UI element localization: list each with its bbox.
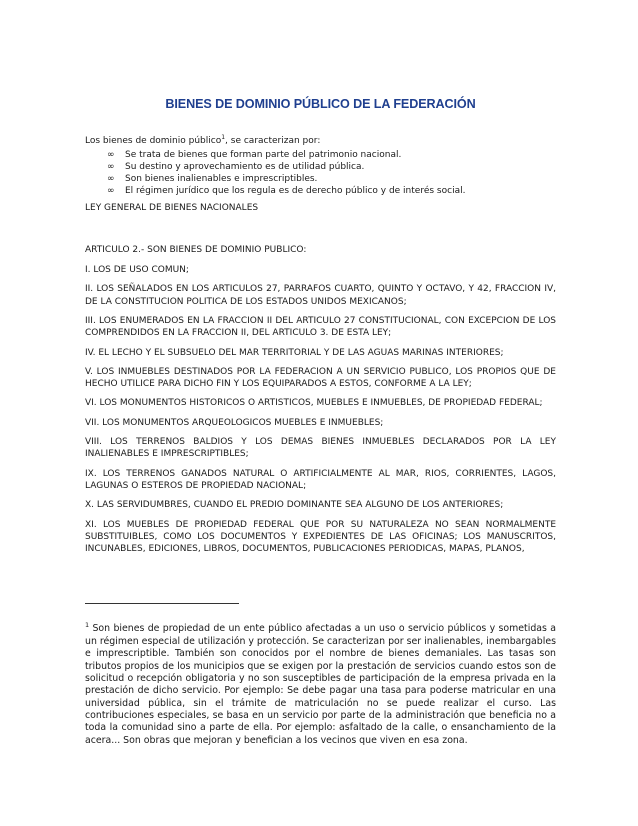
list-item-text: El régimen jurídico que los regula es de derecho público y de interés social. (125, 185, 466, 196)
fraction-paragraph: VIII. LOS TERRENOS BALDIOS Y LOS DEMAS BIENES INMUEBLES DECLARADOS POR LA LEY INALIENABLES E IMPRESCRIPTIBLES; (85, 437, 556, 460)
intro-paragraph (85, 132, 556, 147)
list-item-text: Son bienes inalienables e imprescriptibles. (125, 173, 318, 184)
fraction-paragraph: V. LOS INMUEBLES DESTINADOS POR LA FEDERACION A UN SERVICIO PUBLICO, LOS PROPIOS QUE DE HECHO UTILICE PARA DICHO FIN Y LOS EQUIPARADOS A ESTOS, CONFORME A LA LEY; (85, 366, 556, 390)
bullet-marker-icon: ∞ (107, 173, 115, 184)
fraction-paragraph: XI. LOS MUEBLES DE PROPIEDAD FEDERAL QUE POR SU NATURALEZA NO SEAN NORMALMENTE SUBSTITUIBLES, COMO LOS DOCUMENTOS Y EXPEDIENTES DE LAS OFICINAS; LOS MANUSCRITOS, INCUNABLES, EDICIONES, LIBROS, DOCUMENTOS, PUBLICACIONES PERIODICAS, MAPAS, PLANOS, (85, 519, 556, 555)
fraction-paragraph: IX. LOS TERRENOS GANADOS NATURAL O ARTIFICIALMENTE AL MAR, RIOS, CORRIENTES, LAGOS, LAGUNAS O ESTEROS DE PROPIEDAD NACIONAL; (85, 468, 556, 491)
law-title: LEY GENERAL DE BIENES NACIONALES (85, 203, 259, 214)
page-title: BIENES DE DOMINIO PÚBLICO DE LA FEDERACIÓN (165, 97, 476, 111)
list-item (107, 174, 556, 186)
list-item-text: Su destino y aprovechamiento es de utilidad pública. (125, 162, 365, 173)
footnote-text: Son bienes de propiedad de un ente público afectadas a un uso o servicio públicos y sometidas a un régimen especial de utilización y protección. Se caracterizan por ser inalienables, inembargables e imprescriptible. También son conocidos por el nombre de bienes demaniales. Las tasas son tributos propios de los municipios que se exigen por la prestación de servicios cuando estos son de solicitud o recepción obligatoria y no son susceptibles de participación de la empresa privada en la prestación de dicho servicio. Por ejemplo: Se debe pagar una tasa para poderse matricular en una universidad pública, sin el trámite de matriculación no se puede realizar el curso. Las contribuciones especiales, se basa en un servicio por parte de la administración que beneficia no a toda la comunidad sino a parte de ella. Por ejemplo: asfaltado de la calle, o ensanchamiento de la acera... Son obras que mejoran y benefician a los vecinos que viven en esa zona. (85, 623, 556, 746)
fraction-paragraph: I. LOS DE USO COMUN; (85, 265, 189, 276)
bullet-marker-icon: ∞ (107, 185, 115, 196)
footnote-number: 1 (85, 621, 90, 630)
list-item-text: Se trata de bienes que forman parte del patrimonio nacional. (125, 150, 402, 161)
fraction-paragraph: II. LOS SEÑALADOS EN LOS ARTICULOS 27, PARRAFOS CUARTO, QUINTO Y OCTAVO, Y 42, FRACCION IV, DE LA CONSTITUCION POLITICA DE LOS ESTADOS UNIDOS MEXICANOS; (85, 284, 556, 307)
list-item (107, 150, 556, 162)
list-item (107, 162, 556, 174)
fraction-paragraph: X. LAS SERVIDUMBRES, CUANDO EL PREDIO DOMINANTE SEA ALGUNO DE LOS ANTERIORES; (85, 500, 504, 511)
bullet-marker-icon: ∞ (107, 162, 115, 173)
fraction-paragraph: VI. LOS MONUMENTOS HISTORICOS O ARTISTICOS, MUEBLES E INMUEBLES, DE PROPIEDAD FEDERAL; (85, 398, 543, 409)
footnote-reference[interactable]: 1 (221, 134, 226, 141)
characteristics-list (85, 150, 556, 197)
intro-text-after: , se caracterizan por: (225, 136, 321, 146)
list-item (107, 186, 556, 198)
footnote (85, 619, 556, 747)
article-title: ARTICULO 2.- SON BIENES DE DOMINIO PUBLICO: (85, 244, 307, 255)
fraction-paragraph: III. LOS ENUMERADOS EN LA FRACCION II DEL ARTICULO 27 CONSTITUCIONAL, CON EXCEPCION DE LOS COMPRENDIDOS EN LA FRACCION II, DEL ARTICULO 3. DE ESTA LEY; (85, 315, 556, 339)
footnote-separator (85, 603, 239, 604)
intro-text: Los bienes de dominio público (85, 136, 222, 146)
fraction-paragraph: IV. EL LECHO Y EL SUBSUELO DEL MAR TERRITORIAL Y DE LAS AGUAS MARINAS INTERIORES; (85, 347, 504, 358)
bullet-marker-icon: ∞ (107, 150, 115, 161)
fraction-paragraph: VII. LOS MONUMENTOS ARQUEOLOGICOS MUEBLES E INMUEBLES; (85, 417, 384, 428)
document-body (85, 132, 556, 562)
